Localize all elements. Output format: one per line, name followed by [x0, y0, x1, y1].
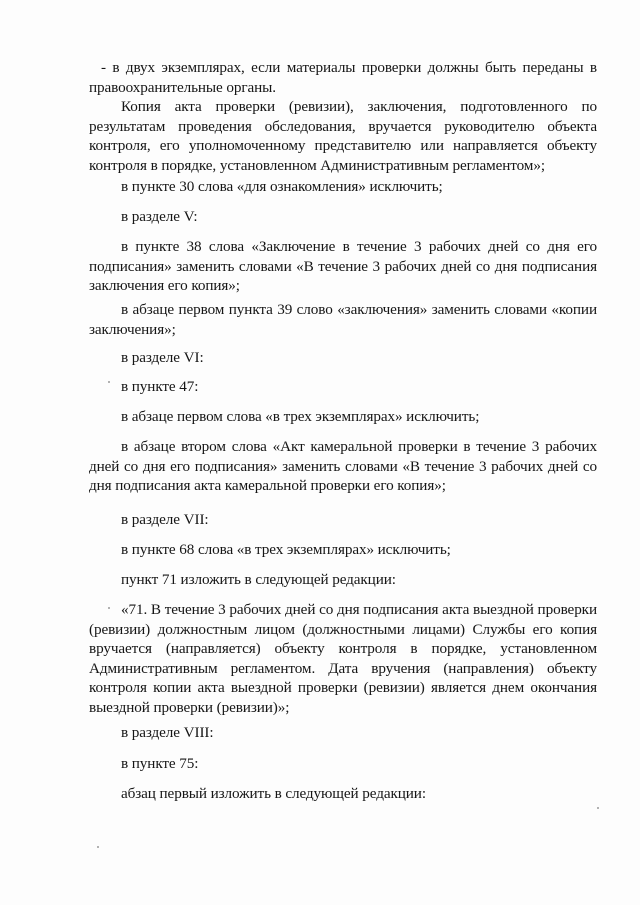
paragraph-8: в пункте 47: [121, 378, 199, 395]
paragraph-2: Копия акта проверки (ревизии), заключения, подготовленного по результатам проведения обследования, вручается руководителю объекта контроля, его уполномоченному представителю или направляется объекту контроля в порядке, установленном Административным регламентом»; [89, 98, 597, 174]
paragraph-14: «71. В течение 3 рабочих дней со дня подписания акта выездной проверки (ревизии) должностным лицом (должностными лицами) Службы его копия вручается (направляется) объекту контроля в порядке, установленном Административным регламентом. Дата вручения (направления) объекту контроля копии акта выездной проверки (ревизии) является днем окончания выездной проверки (ревизии)»; [89, 601, 597, 716]
paragraph-3: в пункте 30 слова «для ознакомления» исключить; [121, 178, 443, 195]
paragraph-12: в пункте 68 слова «в трех экземплярах» исключить; [121, 541, 451, 558]
scan-speck [108, 607, 110, 609]
paragraph-5: в пункте 38 слова «Заключение в течение 3 рабочих дней со дня его подписания» заменить словами «В течение 3 рабочих дней со дня подписания заключения его копия»; [89, 238, 597, 294]
paragraph-13: пункт 71 изложить в следующей редакции: [121, 571, 396, 588]
paragraph-15: в разделе VIII: [121, 724, 214, 741]
paragraph-6: в абзаце первом пункта 39 слово «заключения» заменить словами «копии заключения»; [89, 301, 597, 338]
scan-speck [97, 846, 99, 848]
paragraph-16: в пункте 75: [121, 755, 199, 772]
paragraph-11: в разделе VII: [121, 511, 209, 528]
paragraph-4: в разделе V: [121, 208, 198, 225]
paragraph-1: - в двух экземплярах, если материалы проверки должны быть переданы в правоохранительные органы. [89, 59, 597, 96]
paragraph-9: в абзаце первом слова «в трех экземплярах» исключить; [121, 408, 480, 425]
paragraph-17: абзац первый изложить в следующей редакции: [121, 785, 426, 802]
paragraph-7: в разделе VI: [121, 349, 204, 366]
paragraph-10: в абзаце втором слова «Акт камеральной проверки в течение 3 рабочих дней со дня его подписания» заменить словами «В течение 3 рабочих дней со дня подписания акта камеральной проверки его копия»; [89, 438, 597, 494]
scan-speck [597, 807, 599, 809]
scan-speck [108, 381, 110, 383]
